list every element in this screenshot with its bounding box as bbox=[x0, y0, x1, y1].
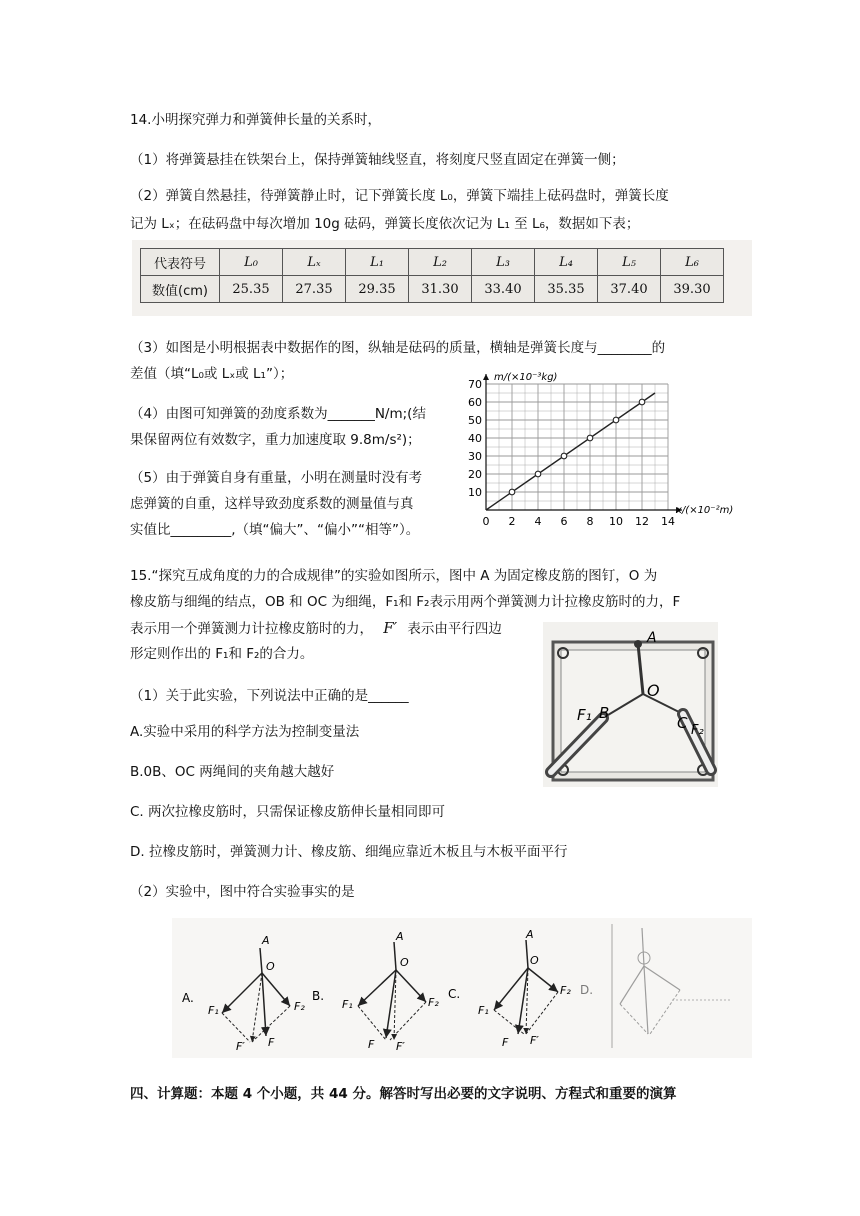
table-value: 39.30 bbox=[661, 276, 724, 303]
diagram-label: O bbox=[266, 960, 275, 973]
diagram-label: F₁ bbox=[478, 1004, 489, 1017]
diagram-label: F′ bbox=[530, 1034, 539, 1047]
table-value: 27.35 bbox=[283, 276, 346, 303]
table-row bbox=[141, 276, 724, 303]
y-tick-label: 30 bbox=[468, 450, 482, 463]
diagram-label: A bbox=[262, 934, 270, 947]
q14-step5-line2: 虑弹簧的自重，这样导致劲度系数的测量值与真 bbox=[130, 496, 414, 512]
option-c: C. 两次拉橡皮筋时，只需保证橡皮筋伸长量相同即可 bbox=[130, 804, 446, 820]
x-tick-label: 10 bbox=[609, 515, 623, 528]
diagram-label: F′ bbox=[396, 1040, 405, 1053]
q15-question2: （2）实验中，图中符合实验事实的是 bbox=[130, 884, 355, 900]
data-point bbox=[561, 453, 567, 459]
y-tick-label: 40 bbox=[468, 432, 482, 445]
q15-para-line2: 橡皮筋与细绳的结点，OB 和 OC 为细绳，F₁和 F₂表示用两个弹簧测力计拉橡皮筋时的力，F bbox=[130, 594, 681, 610]
q15-para-line4: 形定则作出的 F₁和 F₂的合力。 bbox=[130, 646, 314, 662]
data-table bbox=[140, 248, 724, 303]
option-b: B.0B、OC 两绳间的夹角越大越好 bbox=[130, 764, 335, 780]
x-tick-label: 6 bbox=[560, 515, 568, 528]
opt-label: B. bbox=[312, 989, 325, 1003]
label-b: B bbox=[599, 704, 610, 722]
q14-step1: （1）将弹簧悬挂在铁架台上，保持弹簧轴线竖直，将刻度尺竖直固定在弹簧一侧； bbox=[130, 152, 625, 168]
diagram-label: F′ bbox=[236, 1040, 245, 1053]
q14-step5-line3: 实值比_________,（填“偏大”、“偏小”“相等”）。 bbox=[130, 522, 420, 538]
table-symbol: L₁ bbox=[346, 249, 409, 276]
table-value: 35.35 bbox=[535, 276, 598, 303]
x-tick-label: 2 bbox=[508, 515, 516, 528]
diagram-label: F₁ bbox=[208, 1004, 219, 1017]
f-prime-symbol: F′ bbox=[383, 619, 398, 637]
data-point bbox=[509, 489, 515, 495]
label-c: C bbox=[677, 714, 688, 732]
diagram-label: F bbox=[368, 1038, 375, 1051]
option-a: A.实验中采用的科学方法为控制变量法 bbox=[130, 724, 360, 740]
x-axis-label: x/(×10⁻²m) bbox=[676, 505, 734, 516]
diagram-label: F bbox=[502, 1036, 509, 1049]
table-symbol: L₀ bbox=[220, 249, 283, 276]
section4-heading: 四、计算题：本题 4 个小题，共 44 分。解答时写出必要的文字说明、方程式和重要的演算 bbox=[130, 1086, 677, 1102]
data-point bbox=[535, 471, 541, 477]
q14-step2-line1: （2）弹簧自然悬挂，待弹簧静止时，记下弹簧长度 L₀，弹簧下端挂上砝码盘时，弹簧长度 bbox=[130, 188, 669, 204]
table-symbol: L₃ bbox=[472, 249, 535, 276]
x-tick-label: 0 bbox=[482, 515, 490, 528]
y-tick-label: 10 bbox=[468, 486, 482, 499]
diagram-label: F₂ bbox=[560, 984, 571, 997]
y-tick-label: 20 bbox=[468, 468, 482, 481]
table-value: 29.35 bbox=[346, 276, 409, 303]
diagrams-background bbox=[172, 918, 752, 1058]
opt-label: C. bbox=[448, 987, 461, 1001]
q14-step4-line1: （4）由图可知弹簧的劲度系数为_______N/m;(结 bbox=[130, 406, 426, 422]
x-tick-label: 8 bbox=[586, 515, 594, 528]
label-f1: F₁ bbox=[577, 706, 592, 724]
opt-label: A. bbox=[182, 991, 194, 1005]
y-axis-arrow-icon bbox=[483, 374, 489, 380]
data-point bbox=[639, 399, 645, 405]
table-value: 33.40 bbox=[472, 276, 535, 303]
data-point bbox=[613, 417, 619, 423]
y-tick-label: 60 bbox=[468, 396, 482, 409]
opt-label: D. bbox=[580, 983, 594, 997]
table-symbol: L₄ bbox=[535, 249, 598, 276]
option-d: D. 拉橡皮筋时，弹簧测力计、橡皮筋、细绳应靠近木板且与木板平面平行 bbox=[130, 844, 568, 860]
table-value: 37.40 bbox=[598, 276, 661, 303]
diagram-label: A bbox=[526, 928, 534, 941]
experiment-board-figure bbox=[543, 622, 718, 787]
label-o: O bbox=[647, 681, 660, 700]
table-value-label: 数值(cm) bbox=[141, 276, 220, 303]
table-value: 31.30 bbox=[409, 276, 472, 303]
table-header-label: 代表符号 bbox=[141, 249, 220, 276]
label-a: A bbox=[647, 630, 657, 646]
mass-length-chart bbox=[468, 366, 762, 541]
y-axis-label: m/(×10⁻³kg) bbox=[494, 372, 558, 383]
diagram-label: F₂ bbox=[428, 996, 439, 1009]
q14-step3-line1: （3）如图是小明根据表中数据作的图，纵轴是砝码的质量，横轴是弹簧长度与________的 bbox=[130, 340, 666, 356]
diagram-label: A bbox=[396, 930, 404, 943]
q15-para-line3-text: 表示用一个弹簧测力计拉橡皮筋时的力， bbox=[130, 621, 373, 637]
q15-question1: （1）关于此实验，下列说法中正确的是______ bbox=[130, 688, 409, 704]
q14-step2-line2: 记为 Lₓ；在砝码盘中每次增加 10g 砝码，弹簧长度依次记为 L₁ 至 L₆，数据如下表； bbox=[130, 216, 640, 232]
q14-step3-line2: 差值（填“L₀或 Lₓ或 L₁”）； bbox=[130, 366, 294, 382]
y-tick-label: 50 bbox=[468, 414, 482, 427]
table-symbol: Lₓ bbox=[283, 249, 346, 276]
q14-step4-line2: 果保留两位有效数字，重力加速度取 9.8m/s²)； bbox=[130, 432, 421, 448]
force-diagrams-figure bbox=[172, 918, 752, 1058]
data-point bbox=[587, 435, 593, 441]
diagram-label: F₂ bbox=[294, 1000, 305, 1013]
q14-step5-line1: （5）由于弹簧自身有重量，小明在测量时没有考 bbox=[130, 470, 423, 486]
q15-para-line1: 15.“探究互成角度的力的合成规律”的实验如图所示，图中 A 为固定橡皮筋的图钉，O 为 bbox=[130, 568, 658, 584]
table-value: 25.35 bbox=[220, 276, 283, 303]
q15-para-line3-end: 表示由平行四边 bbox=[407, 621, 502, 637]
diagram-label: O bbox=[400, 956, 409, 969]
x-tick-label: 12 bbox=[635, 515, 649, 528]
table-symbol: L₆ bbox=[661, 249, 724, 276]
y-tick-label: 70 bbox=[468, 378, 482, 391]
label-f2: F₂ bbox=[691, 723, 704, 738]
table-symbol: L₅ bbox=[598, 249, 661, 276]
diagram-label: F₁ bbox=[342, 998, 353, 1011]
x-tick-label: 4 bbox=[534, 515, 542, 528]
q15-para-line3 bbox=[130, 618, 502, 639]
x-tick-label: 14 bbox=[661, 515, 675, 528]
diagram-label: O bbox=[530, 954, 539, 967]
table-symbol: L₂ bbox=[409, 249, 472, 276]
q14-title: 14.小明探究弹力和弹簧伸长量的关系时， bbox=[130, 112, 381, 128]
table-row bbox=[141, 249, 724, 276]
diagram-label: F bbox=[268, 1036, 275, 1049]
